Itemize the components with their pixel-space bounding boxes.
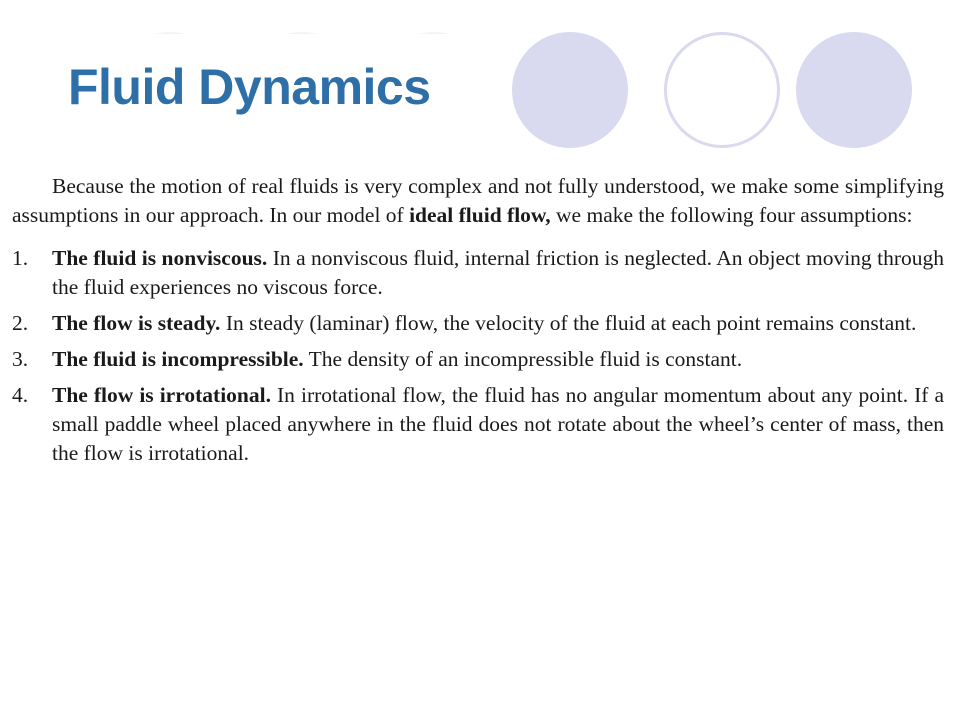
assumption-number: 4. <box>12 383 29 407</box>
assumption-heading: The fluid is nonviscous. <box>52 246 268 270</box>
assumption-item <box>12 381 944 468</box>
assumption-item <box>12 345 944 374</box>
decorative-circle-4 <box>512 32 628 148</box>
intro-text-after: we make the following four assumptions: <box>550 203 913 227</box>
assumption-heading: The flow is irrotational. <box>52 383 271 407</box>
slide-body <box>12 172 944 475</box>
assumption-text: In irrotational flow, the fluid has no angular momentum about any point. If a small paddle wheel placed anywhere in the fluid does not rotate about the wheel’s center of mass, then the flow is irrotational. <box>52 383 945 465</box>
assumption-number: 2. <box>12 311 29 335</box>
assumptions-list <box>12 244 944 468</box>
assumption-item <box>12 244 944 302</box>
assumption-text: In a nonviscous fluid, internal friction is neglected. An object moving through the fluid experiences no viscous force. <box>52 246 944 299</box>
assumption-number: 1. <box>12 246 29 270</box>
decorative-circle-5 <box>664 32 780 148</box>
intro-bold-term: ideal fluid flow, <box>409 203 551 227</box>
assumption-text: In steady (laminar) flow, the velocity of the fluid at each point remains constant. <box>220 311 917 335</box>
assumption-heading: The flow is steady. <box>52 311 221 335</box>
assumption-text: The density of an incompressible fluid is constant. <box>303 347 743 371</box>
decorative-circle-6 <box>796 32 912 148</box>
intro-text-before: Because the motion of real fluids is very complex and not fully understood, we make some simplifying assumptions in our approach. In our model of <box>12 174 944 227</box>
assumption-heading: The fluid is incompressible. <box>52 347 304 371</box>
assumption-item <box>12 309 944 338</box>
assumption-number: 3. <box>12 347 29 371</box>
slide-title: Fluid Dynamics <box>68 59 431 115</box>
intro-paragraph <box>12 172 944 230</box>
